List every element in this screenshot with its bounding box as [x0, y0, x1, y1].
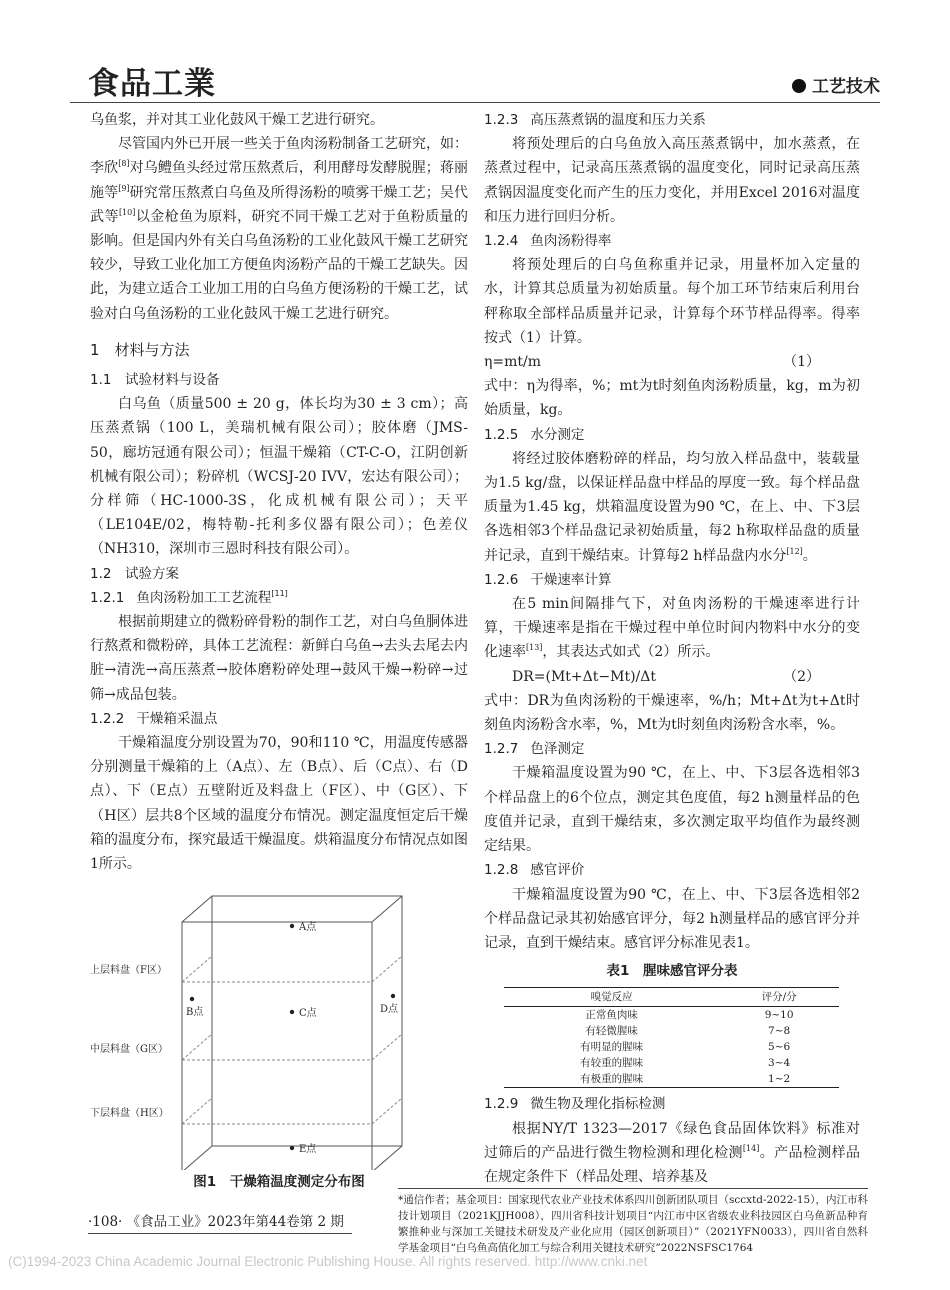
- drying-oven-diagram: [90, 890, 468, 1170]
- equation-number: （1）: [783, 354, 820, 371]
- sensory-score-table: [504, 987, 839, 1088]
- funding-footnote: *通信作者；基金项目：国家现代农业产业技术体系四川创新团队项目（sccxtd-2022-15），内江市科技计划项目（2021KJJH008），四川省科技计划项目“内江市中区省级农业科技园区白乌鱼新品种育繁推种业与深加工关键技术研发及产业化应用（园区创新项目）”（2021YFN0033），四川省自然科学基金项目“白乌鱼高值化加工与综合利用关键技术研究”2022NSFSC1764: [398, 1188, 868, 1256]
- oven-front-face: [182, 922, 372, 1170]
- label-middle-tray: 中层料盘（G区）: [90, 1044, 168, 1056]
- subsection-heading: 1.1 试验材料与设备: [90, 372, 220, 389]
- paragraph: 将经过胶体磨粉碎的样品，均匀放入样品盘中，装载量为1.5 kg/盘，以保证样品盘中样品的厚度一致。每个样品盘质量为1.45 kg，烘箱温度设置为90 ℃，在上、中、下3层各选相邻3个样品盘记录初始质量，每2 h称取样品盘的质量并记录，直到干燥结束。计算每2 h样品盘内水分[12]。: [484, 450, 860, 564]
- point-E-marker: [290, 1146, 294, 1150]
- page-header: [70, 58, 880, 104]
- label-point-D: D点: [380, 1004, 399, 1016]
- subsection-heading: 1.2.5 水分测定: [484, 426, 585, 443]
- equation-number: （2）: [783, 668, 820, 685]
- table-row: 有轻微腥味 7~8: [585, 1025, 791, 1038]
- section-label: 工艺技术: [812, 77, 880, 97]
- equation-2: [484, 665, 860, 689]
- paragraph: 干燥箱温度设置为90 ℃，在上、中、下3层各选相邻2个样品盘记录其初始感官评分，每2 h测量样品的感官评分并记录，直到干燥结束。感官评分标准见表1。: [484, 886, 860, 951]
- label-point-C: C点: [299, 1008, 317, 1020]
- paragraph: 式中：η为得率，%；mt为t时刻鱼肉汤粉质量，kg，m为初始质量，kg。: [484, 378, 860, 419]
- subsection-heading: 1.2.4 鱼肉汤粉得率: [484, 233, 612, 250]
- citation[interactable]: [9]: [118, 183, 130, 193]
- point-A-marker: [290, 924, 294, 928]
- figure-caption: 图1 干燥箱温度测定分布图: [193, 1174, 365, 1191]
- paragraph: 式中：DR为鱼肉汤粉的干燥速率，%/h；Mt+Δt为t+Δt时刻鱼肉汤粉含水率，%，Mt为t时刻鱼肉汤粉含水率，%。: [484, 692, 860, 734]
- citation[interactable]: [10]: [118, 207, 136, 217]
- paragraph: 乌鱼浆，并对其工业化鼓风干燥工艺进行研究。: [90, 112, 384, 128]
- label-upper-tray: 上层料盘（F区）: [90, 965, 167, 977]
- header-divider: [70, 102, 880, 103]
- journal-logo: 食品工業: [88, 66, 216, 102]
- journal-issue: 《食品工业》2023年第44卷第 2 期: [126, 1214, 344, 1230]
- table-row: 有极重的腥味 1~2: [504, 1071, 839, 1088]
- paragraph: 尽管国内外已开展一些关于鱼肉汤粉制备工艺研究，如：李欣[8]对乌鳢鱼头经过常压熬煮后，利用酵母发酵脱腥；蒋丽施等[9]研究常压熬煮白乌鱼及所得汤粉的喷雾干燥工艺；吴代武等[10]以金枪鱼为原料，研究不同干燥工艺对于鱼粉质量的影响。但是国内外有关白乌鱼汤粉的工业化鼓风干燥工艺研究较少，导致工业化加工方便鱼肉汤粉产品的干燥工艺缺失。因此，为建立适合工业加工用的白乌鱼方便汤粉的干燥工艺，试验对白乌鱼汤粉的工业化鼓风干燥工艺进行研究。: [90, 136, 469, 322]
- citation[interactable]: [12]: [786, 546, 803, 556]
- subsection-heading: 1.2.2 干燥箱采温点: [90, 710, 218, 727]
- table-header: 评分/分: [719, 988, 839, 1007]
- paragraph: 干燥箱温度设置为90 ℃，在上、中、下3层各选相邻3个样品盘上的6个位点，测定其色度值，每2 h测量样品的色度值并记录，直到干燥结束，多次测定取平均值作为最终测定结果。: [484, 765, 860, 855]
- table-row: 有较重的腥味 3~4: [580, 1057, 791, 1070]
- label-point-E: E点: [299, 1144, 317, 1156]
- table-row: 有明显的腥味 5~6: [580, 1041, 791, 1054]
- label-lower-tray: 下层料盘（H区）: [90, 1108, 169, 1120]
- oven-back-face: [212, 896, 402, 1146]
- left-column: [90, 108, 468, 1195]
- subsection-heading: 1.2 试验方案: [90, 565, 179, 582]
- citation[interactable]: [13]: [526, 643, 543, 653]
- table-header: 嗅觉反应: [504, 988, 719, 1007]
- label-point-A: A点: [299, 922, 317, 934]
- page-number: ·108·: [88, 1214, 123, 1230]
- equation-body: η=mt/m: [484, 354, 542, 371]
- bullet-icon: [792, 79, 806, 93]
- label-point-B: B点: [186, 1007, 204, 1019]
- subsection-heading: 1.2.7 色泽测定: [484, 741, 585, 758]
- section-tag: [792, 72, 880, 97]
- paragraph: 根据NY/T 1323—2017《绿色食品固体饮料》标准对过筛后的产品进行微生物检测和理化检测[14]。产品检测样品在规定条件下（样品处理、培养基及: [484, 1120, 861, 1185]
- citation[interactable]: [14]: [742, 1143, 760, 1153]
- paragraph: 在5 min间隔排气下，对鱼肉汤粉的干燥速率进行计算，干燥速率是指在干燥过程中单位时间内物料中水分的变化速率[13]，其表达式如式（2）所示。: [484, 596, 860, 661]
- equation-body: DR=(Mt+Δt−Mt)/Δt: [512, 668, 656, 685]
- table-caption: 表1 腥味感官评分表: [606, 963, 738, 980]
- citation[interactable]: [11]: [271, 588, 288, 598]
- citation[interactable]: [8]: [118, 159, 130, 169]
- subsection-heading: 1.2.9 微生物及理化指标检测: [484, 1096, 666, 1113]
- section-heading: 1 材料与方法: [90, 340, 190, 359]
- subsection-heading: 1.2.3 高压蒸煮锅的温度和压力关系: [484, 112, 706, 128]
- page-footer: [88, 1210, 352, 1234]
- paragraph: 白乌鱼（质量500 ± 20 g，体长均为30 ± 3 cm）；高压蒸煮锅（100 L，美瑞机械有限公司）；胶体磨（JMS-50，廊坊冠通有限公司）；恒温干燥箱（CT-C-O，江阴创新机械有限公司）；粉碎机（WCSJ-20 IVV，宏达有限公司）；分样筛（HC-1000-3S，化成机械有限公司）；天平（LE104E/02，梅特勒-托利多仪器有限公司）；色差仪（NH310，深圳市三恩时科技有限公司）。: [90, 396, 468, 558]
- paragraph: 将预处理后的白乌鱼放入高压蒸煮锅中，加水蒸煮，在蒸煮过程中，记录高压蒸煮锅的温度变化，同时记录高压蒸煮锅因温度变化而产生的压力变化，并用Excel 2016对温度和压力进行回归分析。: [484, 136, 860, 225]
- point-C-marker: [290, 1010, 294, 1014]
- point-B-marker: [190, 997, 194, 1001]
- right-column: [484, 108, 860, 1189]
- paragraph: 将预处理后的白乌鱼称重并记录，用量杯加入定量的水，计算其总质量为初始质量。每个加工环节结束后利用台秤称取全部样品质量并记录，计算每个环节样品得率。得率按式（1）计算。: [484, 257, 860, 346]
- table-row: 正常鱼肉味 9~10: [585, 1009, 794, 1022]
- subsection-heading: 1.2.6 干燥速率计算: [484, 571, 612, 588]
- paragraph: 干燥箱温度分别设置为70，90和110 ℃，用温度传感器分别测量干燥箱的上（A点）、左（B点）、后（C点）、右（D点）、下（E点）五壁附近及料盘上（F区）、中（G区）、下（H区）层共8个区域的温度分布情况。测定温度恒定后干燥箱的温度分布，探究最适干燥温度。烘箱温度分布情况点如图1所示。: [90, 735, 468, 873]
- point-D-marker: [391, 994, 395, 998]
- equation-1: [484, 350, 860, 374]
- paragraph: 根据前期建立的微粉碎骨粉的制作工艺，对白乌鱼胴体进行熬煮和微粉碎，具体工艺流程：新鲜白乌鱼→去头去尾去内脏→清洗→高压蒸煮→胶体磨粉碎处理→鼓风干燥→粉碎→过筛→成品包装。: [90, 614, 468, 703]
- subsection-heading: 1.2.8 感官评价: [484, 862, 585, 879]
- subsection-heading: 1.2.1 鱼肉汤粉加工工艺流程[11]: [90, 588, 288, 606]
- copyright-watermark: (C)1994-2023 China Academic Journal Electronic Publishing House. All rights reserved. http://www.cnki.net: [8, 1254, 648, 1269]
- figure-1: [90, 890, 468, 1170]
